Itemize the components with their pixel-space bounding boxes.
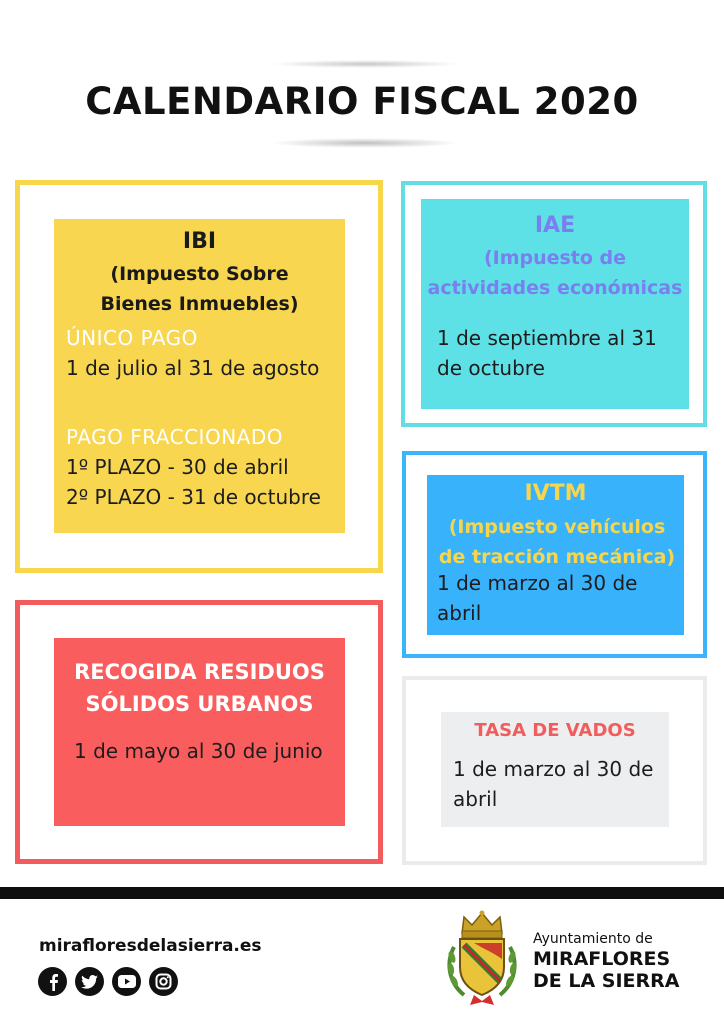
ivtm-subheading: [423, 512, 691, 572]
residuos-dates: 1 de mayo al 30 de junio: [74, 739, 323, 763]
organization-name: [533, 930, 713, 992]
residuos-heading: [54, 656, 345, 720]
iae-heading: IAE: [534, 213, 576, 238]
vados-card: [441, 712, 669, 827]
residuos-card: [54, 638, 345, 826]
ivtm-subheading-line2: de tracción mecánica): [438, 546, 676, 568]
ibi-card: [54, 219, 345, 533]
iae-dates: 1 de septiembre al 31 de octubre: [437, 326, 657, 380]
ibi-term-1: 1º PLAZO - 30 de abril: [66, 455, 289, 479]
footer-divider: [0, 887, 724, 899]
instagram-icon[interactable]: [149, 967, 178, 996]
ivtm-subheading-line1: (Impuesto vehículos: [448, 516, 666, 538]
vados-heading: TASA DE VADOS: [474, 720, 636, 741]
ibi-heading: IBI: [182, 229, 217, 254]
page-title: CALENDARIO FISCAL 2020: [85, 80, 639, 123]
residuos-heading-line1: RECOGIDA RESIDUOS: [74, 660, 325, 684]
ibi-split-payment-label: PAGO FRACCIONADO: [66, 425, 283, 449]
org-line-3: DE LA SIERRA: [533, 970, 680, 992]
ivtm-card: [427, 475, 684, 635]
youtube-icon[interactable]: [112, 967, 141, 996]
website-link[interactable]: mirafloresdelasierra.es: [39, 936, 262, 956]
ibi-subheading-line2: Bienes Inmuebles): [100, 293, 299, 315]
iae-subheading-line2: actividades económicas: [427, 277, 683, 299]
ibi-subheading: [54, 259, 345, 319]
iae-card: [421, 199, 689, 409]
facebook-icon[interactable]: [38, 967, 67, 996]
social-links: [38, 967, 178, 997]
vados-dates: 1 de marzo al 30 de abril: [453, 757, 654, 811]
title-shadow-top: [270, 60, 460, 68]
twitter-icon[interactable]: [75, 967, 104, 996]
ivtm-dates: 1 de marzo al 30 de abril: [437, 571, 638, 625]
residuos-heading-line2: SÓLIDOS URBANOS: [85, 692, 314, 716]
ibi-term-2: 2º PLAZO - 31 de octubre: [66, 485, 321, 509]
ibi-single-payment-text: 1 de julio al 31 de agosto: [66, 356, 320, 380]
title-area: [0, 60, 724, 150]
ibi-subheading-line1: (Impuesto Sobre: [110, 263, 289, 285]
iae-subheading-line1: (Impuesto de: [483, 247, 627, 269]
iae-subheading: [421, 243, 689, 303]
title-shadow-bottom: [270, 138, 460, 148]
org-line-1: Ayuntamiento de: [533, 931, 653, 947]
org-line-2: MIRAFLORES: [533, 948, 671, 970]
ivtm-heading: IVTM: [524, 481, 587, 506]
coat-of-arms-logo: [444, 907, 520, 1007]
ibi-single-payment-label: ÚNICO PAGO: [66, 326, 198, 350]
